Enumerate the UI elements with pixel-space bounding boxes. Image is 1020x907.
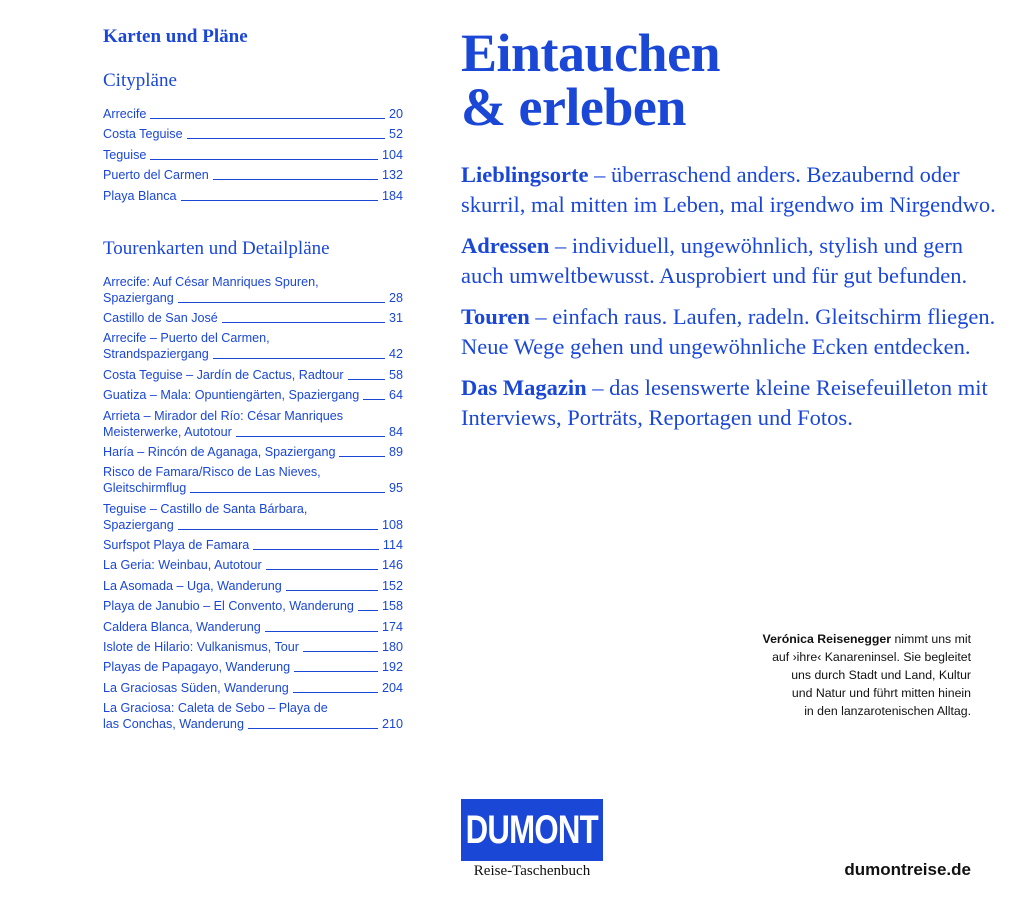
toc-entry: La Graciosa: Caleta de Sebo – Playa de las Conchas, Wanderung 210 xyxy=(103,701,403,732)
toc-entry: Teguise 104 xyxy=(103,147,403,162)
toc-entry: Guatiza – Mala: Opuntiengärten, Spaziergang 64 xyxy=(103,388,403,403)
feature-touren: Touren – einfach raus. Laufen, radeln. Gleitschirm fliegen. Neue Wege gehen und ungewöhnliche Ecken entdecken. xyxy=(461,304,996,359)
toc-column xyxy=(103,24,403,737)
toc-entry: Surfspot Playa de Famara 114 xyxy=(103,538,403,553)
toc-entry: Castillo de San José 31 xyxy=(103,310,403,325)
toc-entry: La Asomada – Uga, Wanderung 152 xyxy=(103,578,403,593)
toc-entry: Teguise – Castillo de Santa Bárbara, Spaziergang 108 xyxy=(103,501,403,532)
author-note: Verónica Reisenegger nimmt uns mit auf ›ihre‹ Kanareninsel. Sie begleitet uns durch Stadt und Land, Kultur und Natur und führt mitten hinein in den lanzarotenischen Alltag. xyxy=(762,632,971,718)
toc-entry: La Graciosas Süden, Wanderung 204 xyxy=(103,680,403,695)
headline: Eintauchen & erleben xyxy=(461,23,721,137)
feature-magazin: Das Magazin – das lesenswerte kleine Reisefeuilleton mit Interviews, Porträts, Reportagen und Fotos. xyxy=(461,375,988,430)
toc-entry: Playa Blanca 184 xyxy=(103,188,403,203)
feature-adressen: Adressen – individuell, ungewöhnlich, stylish und gern auch umweltbewusst. Ausprobiert und für gut befunden. xyxy=(461,233,968,288)
toc-entry: Caldera Blanca, Wanderung 174 xyxy=(103,619,403,634)
toc-entry: Haría – Rincón de Aganaga, Spaziergang 89 xyxy=(103,444,403,459)
tours-heading: Tourenkarten und Detailpläne xyxy=(103,237,330,259)
toc-entry: Arrecife 20 xyxy=(103,107,403,121)
toc-entry: La Geria: Weinbau, Autotour 146 xyxy=(103,558,403,573)
toc-entry: Playa de Janubio – El Convento, Wanderung 158 xyxy=(103,599,403,614)
tours-list xyxy=(103,274,403,733)
intro-column xyxy=(461,23,1001,432)
toc-entry: Islote de Hilario: Vulkanismus, Tour 180 xyxy=(103,640,403,655)
logo-subtitle: Reise-Taschenbuch xyxy=(473,863,591,879)
toc-entry: Risco de Famara/Risco de Las Nieves, Gleitschirmflug 95 xyxy=(103,465,403,496)
toc-entry: Arrieta – Mirador del Río: César Manriques Meisterwerke, Autotour 84 xyxy=(103,408,403,439)
section-heading: Karten und Pläne xyxy=(103,26,248,47)
toc-entry: Arrecife – Puerto del Carmen, Strandspaziergang 42 xyxy=(103,331,403,362)
citymaps-list xyxy=(103,106,403,204)
dumont-logo xyxy=(461,799,603,880)
toc-entry: Costa Teguise 52 xyxy=(103,127,403,142)
citymaps-heading: Citypläne xyxy=(103,70,177,91)
toc-entry: Costa Teguise – Jardín de Cactus, Radtour 58 xyxy=(103,367,403,382)
website: dumontreise.de xyxy=(844,860,971,879)
feature-lieblingsorte: Lieblingsorte – überraschend anders. Bezaubernd oder skurril, mal mitten im Leben, mal irgendwo im Nirgendwo. xyxy=(461,162,996,217)
toc-entry: Arrecife: Auf César Manriques Spuren, Spaziergang 28 xyxy=(103,274,403,305)
toc-entry: Playas de Papagayo, Wanderung 192 xyxy=(103,660,403,675)
toc-entry: Puerto del Carmen 132 xyxy=(103,168,403,183)
logo-box: DUMONT xyxy=(461,799,603,861)
